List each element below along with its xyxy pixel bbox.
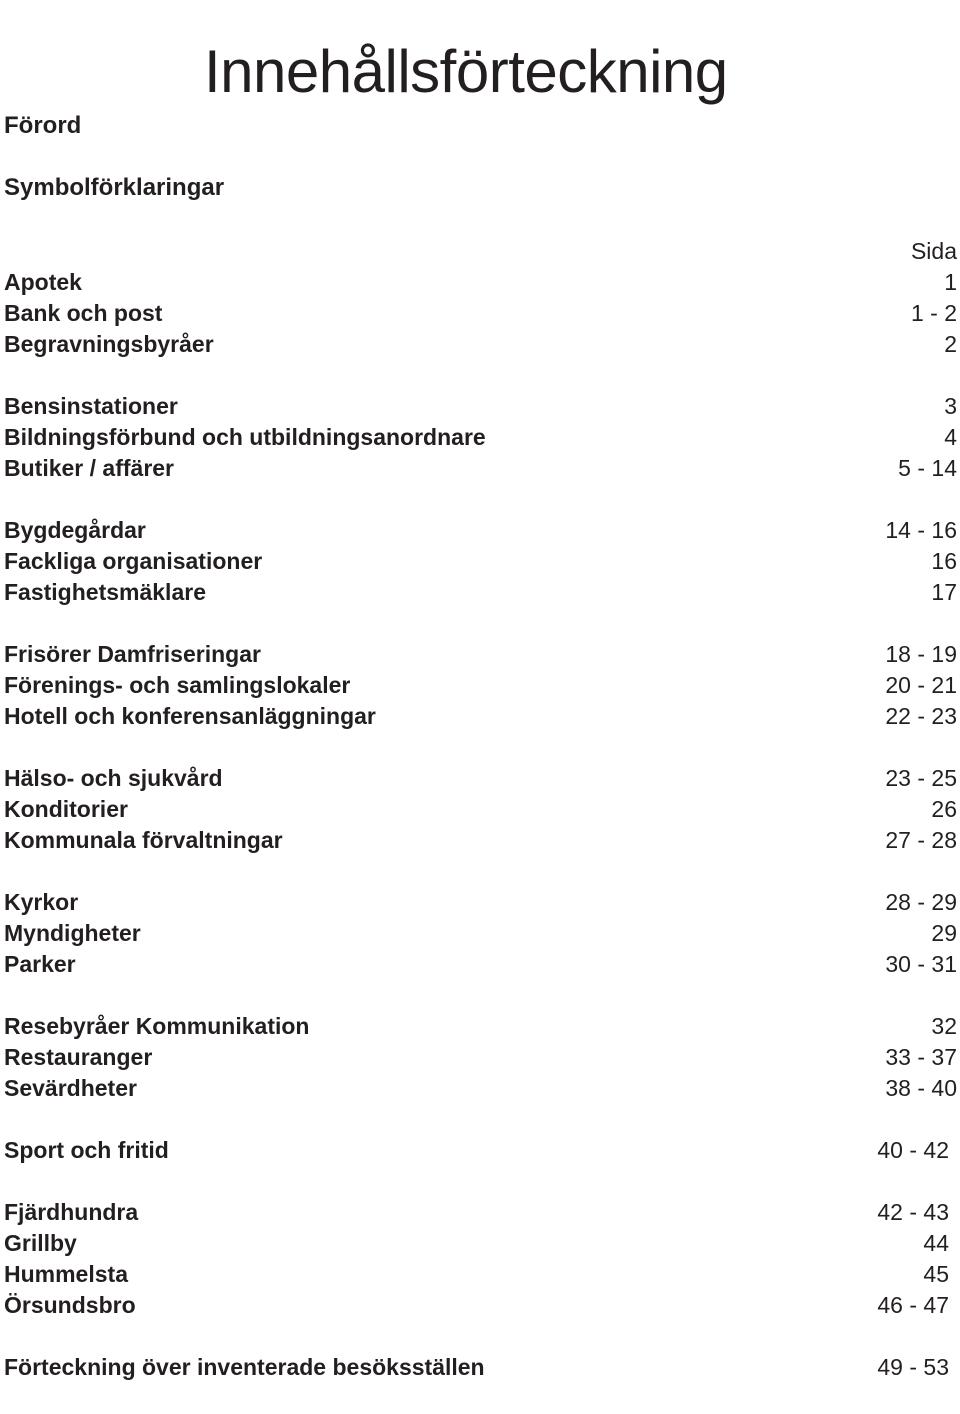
toc-entry-label: Hummelsta: [4, 1261, 128, 1287]
section-symbols[interactable]: Symbolförklaringar: [4, 174, 225, 201]
toc-group: [0, 763, 960, 856]
toc-entry-page: 17: [931, 579, 957, 605]
toc-entry-label: Butiker / affärer: [4, 455, 175, 481]
toc-group: [0, 391, 960, 484]
toc-entry-page: 49 - 53: [877, 1354, 949, 1380]
toc-entry-page: 45: [923, 1261, 949, 1287]
toc-entry-page: 27 - 28: [885, 827, 957, 853]
toc-entry[interactable]: [0, 329, 960, 360]
toc-entry[interactable]: [0, 1259, 960, 1290]
toc-entry-page: 22 - 23: [885, 703, 957, 729]
toc-entry-label: Fjärdhundra: [4, 1199, 139, 1225]
toc-entry[interactable]: [0, 1290, 960, 1321]
toc-list: [0, 267, 960, 1414]
toc-entry[interactable]: [0, 1135, 960, 1166]
toc-group: [0, 887, 960, 980]
toc-entry-page: 1 - 2: [910, 300, 957, 326]
toc-entry-label: Konditorier: [4, 796, 128, 822]
toc-entry[interactable]: [0, 453, 960, 484]
toc-entry-label: Resebyråer Kommunikation: [4, 1013, 310, 1039]
toc-entry-label: Fackliga organisationer: [4, 548, 263, 574]
toc-entry-page: 44: [923, 1230, 949, 1256]
toc-entry-page: 40 - 42: [877, 1137, 949, 1163]
toc-entry[interactable]: [0, 887, 960, 918]
toc-entry[interactable]: [0, 515, 960, 546]
toc-entry[interactable]: [0, 1352, 960, 1383]
toc-entry[interactable]: [0, 1073, 960, 1104]
toc-entry[interactable]: [0, 422, 960, 453]
toc-entry-page: 18 - 19: [885, 641, 957, 667]
toc-group: [0, 1352, 960, 1383]
toc-entry-label: Grillby: [4, 1230, 77, 1256]
toc-entry[interactable]: [0, 577, 960, 608]
section-foreword[interactable]: Förord: [4, 112, 82, 139]
toc-group: [0, 639, 960, 732]
toc-group: [0, 1197, 960, 1321]
toc-entry-page: 33 - 37: [885, 1044, 957, 1070]
toc-entry-label: Hälso- och sjukvård: [4, 765, 223, 791]
toc-entry-label: Sevärdheter: [4, 1075, 137, 1101]
toc-entry-label: Hotell och konferensanläggningar: [4, 703, 376, 729]
toc-entry[interactable]: [0, 546, 960, 577]
toc-entry-label: Bank och post: [4, 300, 163, 326]
toc-entry[interactable]: [0, 763, 960, 794]
toc-entry-label: Bildningsförbund och utbildningsanordnare: [4, 424, 486, 450]
toc-entry-page: 32: [931, 1013, 957, 1039]
toc-entry-label: Myndigheter: [4, 920, 141, 946]
toc-entry-label: Örsundsbro: [4, 1292, 136, 1318]
toc-group: [0, 267, 960, 360]
toc-entry-label: Begravningsbyråer: [4, 331, 214, 357]
toc-entry-page: 28 - 29: [885, 889, 957, 915]
toc-entry[interactable]: [0, 825, 960, 856]
toc-entry-page: 14 - 16: [885, 517, 957, 543]
toc-entry[interactable]: [0, 298, 960, 329]
toc-entry[interactable]: [0, 1197, 960, 1228]
toc-entry-page: 16: [931, 548, 957, 574]
toc-group: [0, 515, 960, 608]
toc-entry-label: Förteckning över inventerade besöksställen: [4, 1354, 485, 1380]
toc-entry[interactable]: [0, 794, 960, 825]
toc-entry[interactable]: [0, 918, 960, 949]
toc-entry-label: Kyrkor: [4, 889, 79, 915]
toc-entry-page: 42 - 43: [877, 1199, 949, 1225]
toc-entry-label: Parker: [4, 951, 76, 977]
toc-entry-label: Apotek: [4, 269, 82, 295]
toc-entry[interactable]: [0, 1011, 960, 1042]
toc-entry-page: 46 - 47: [877, 1292, 949, 1318]
toc-entry-label: Kommunala förvaltningar: [4, 827, 283, 853]
toc-entry-page: 4: [944, 424, 957, 450]
toc-entry[interactable]: [0, 1228, 960, 1259]
toc-entry-page: 5 - 14: [898, 455, 957, 481]
toc-entry[interactable]: [0, 949, 960, 980]
toc-entry-page: 29: [931, 920, 957, 946]
toc-group: [0, 1011, 960, 1104]
toc-entry-page: 38 - 40: [885, 1075, 957, 1101]
toc-entry-label: Bygdegårdar: [4, 517, 146, 543]
page-column-label: Sida: [910, 238, 957, 264]
toc-entry-label: Frisörer Damfriseringar: [4, 641, 261, 667]
toc-entry-label: Bensinstationer: [4, 393, 178, 419]
toc-entry-page: 23 - 25: [885, 765, 957, 791]
toc-entry-page: 1: [944, 269, 957, 295]
toc-entry[interactable]: [0, 1042, 960, 1073]
toc-entry-page: 30 - 31: [885, 951, 957, 977]
toc-entry[interactable]: [0, 701, 960, 732]
toc-entry-page: 26: [931, 796, 957, 822]
toc-entry[interactable]: [0, 267, 960, 298]
toc-group: [0, 1135, 960, 1166]
toc-entry-label: Förenings- och samlingslokaler: [4, 672, 351, 698]
toc-entry[interactable]: [0, 670, 960, 701]
toc-entry-page: 20 - 21: [885, 672, 957, 698]
toc-entry-label: Restauranger: [4, 1044, 153, 1070]
toc-entry[interactable]: [0, 639, 960, 670]
page-title: Innehållsförteckning: [204, 38, 728, 106]
toc-entry-label: Fastighetsmäklare: [4, 579, 206, 605]
toc-entry-label: Sport och fritid: [4, 1137, 169, 1163]
toc-entry-page: 3: [944, 393, 957, 419]
toc-entry-page: 2: [944, 331, 957, 357]
toc-entry[interactable]: [0, 391, 960, 422]
